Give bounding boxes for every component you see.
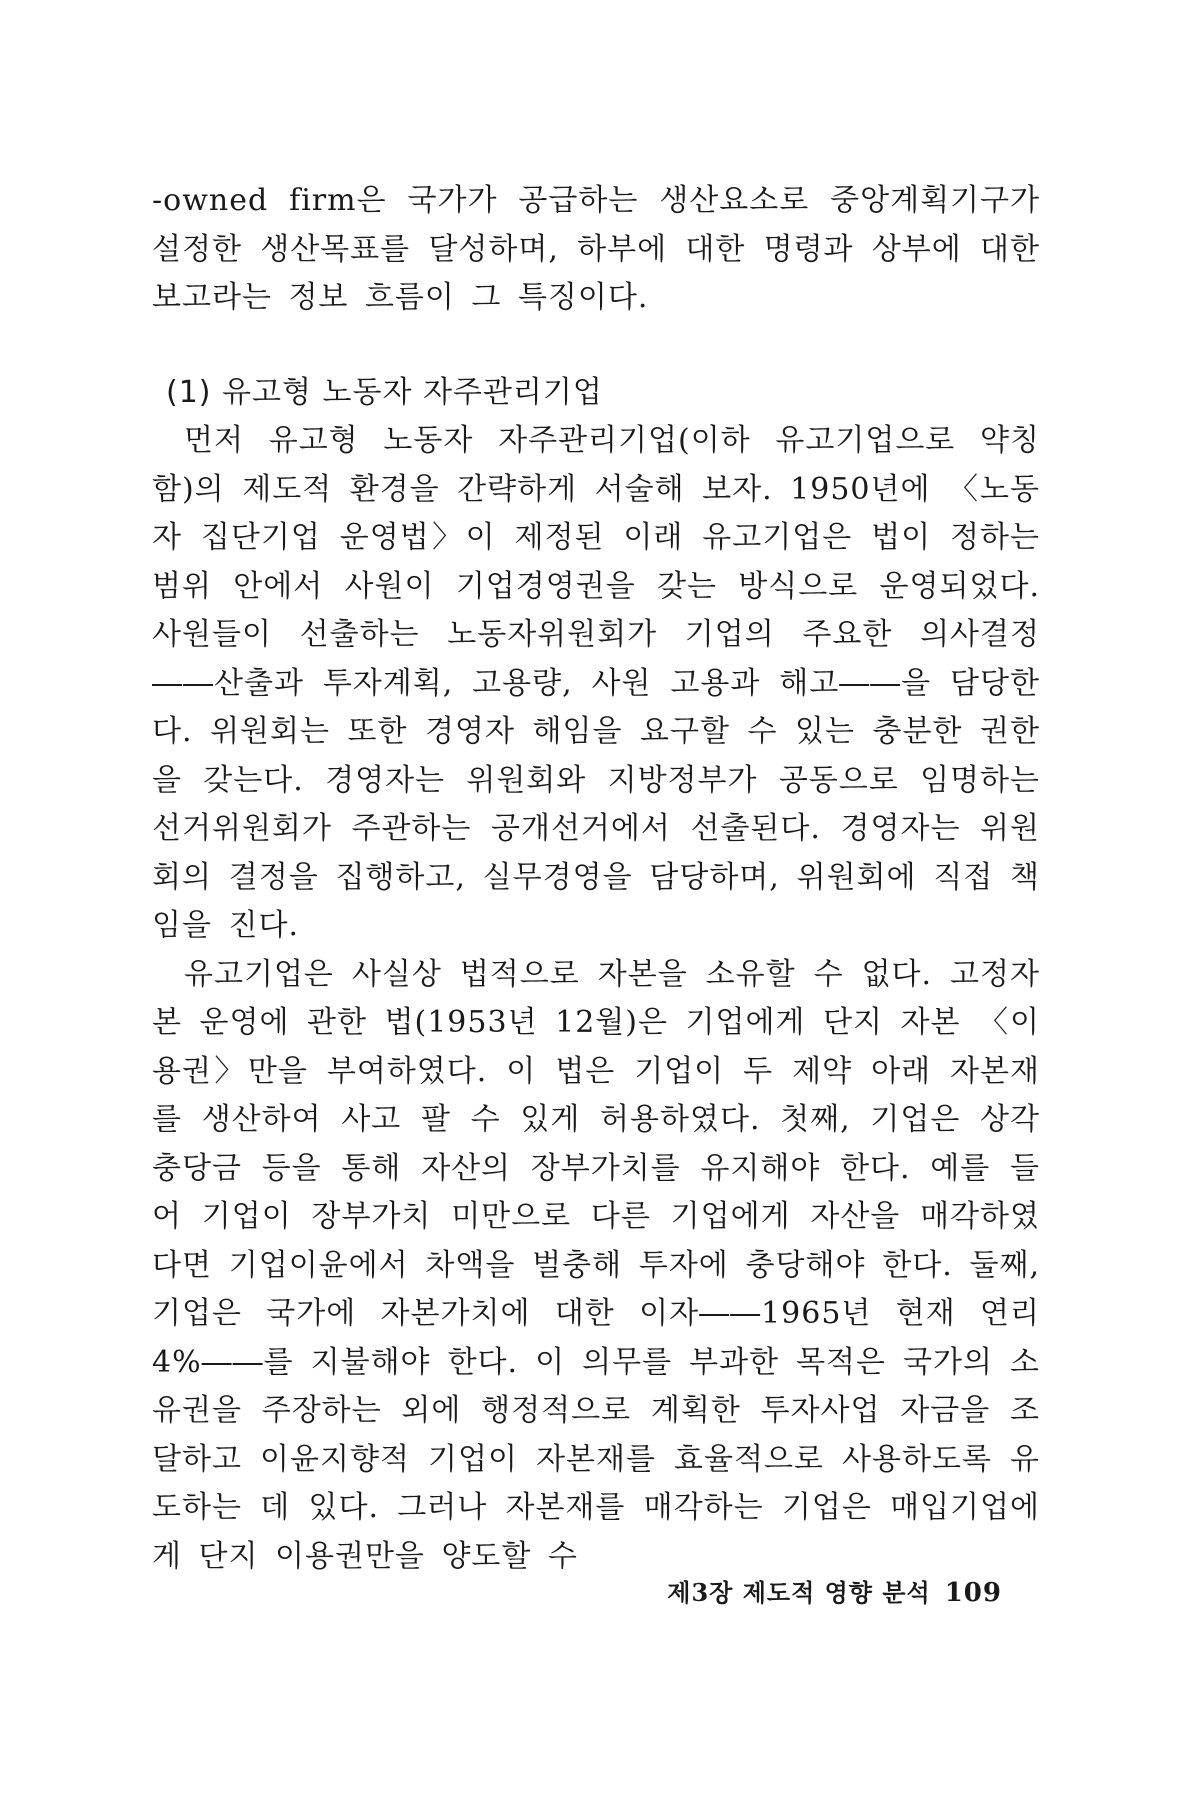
running-title: 제3장 제도적 영향 분석: [667, 1578, 931, 1607]
body-paragraph-2: 유고기업은 사실상 법적으로 자본을 소유할 수 없다. 고정자본 운영에 관한 법(1953년 12월)은 기업에게 단지 자본 〈이용권〉만을 부여하였다. 이 법은 기업이 두 제약 아래 자본재를 생산하여 사고 팔 수 있게 허용하였다. 첫째, 기업은 상각충당금 등을 통해 자산의 장부가치를 유지해야 한다. 예를 들어 기업이 장부가치 미만으로 다른 기업에게 자산을 매각하였다면 기업이윤에서 차액을 벌충해 투자에 충당해야 한다. 둘째, 기업은 국가에 자본가치에 대한 이자――1965년 현재 연리 4%――를 지불해야 한다. 이 의무를 부과한 목적은 국가의 소유권을 주장하는 외에 행정적으로 계획한 투자사업 자금을 조달하고 이윤지향적 기업이 자본재를 효율적으로 사용하도록 유도하는 데 있다. 그러나 자본재를 매각하는 기업은 매입기업에게 단지 이용권만을 양도할 수: [152, 956, 1040, 1574]
section-heading: (1) 유고형 노동자 자주관리기업: [166, 375, 603, 410]
continuation-text-block: [152, 177, 1040, 323]
body-text-block: [152, 417, 1040, 1581]
page-footer: [667, 1573, 1002, 1608]
page-number: 109: [944, 1578, 1002, 1608]
body-paragraph-1: 먼저 유고형 노동자 자주관리기업(이하 유고기업으로 약칭함)의 제도적 환경을 간략하게 서술해 보자. 1950년에 〈노동자 집단기업 운영법〉이 제정된 이래 유고기업은 법이 정하는 범위 안에서 사원이 기업경영권을 갖는 방식으로 운영되었다. 사원들이 선출하는 노동자위원회가 기업의 주요한 의사결정 ――산출과 투자계획, 고용량, 사원 고용과 해고――을 담당한다. 위원회는 또한 경영자 해임을 요구할 수 있는 충분한 권한을 갖는다. 경영자는 위원회와 지방정부가 공동으로 임명하는 선거위원회가 주관하는 공개선거에서 선출된다. 경영자는 위원회의 결정을 집행하고, 실무경영을 담당하며, 위원회에 직접 책임을 진다.: [152, 423, 1040, 943]
continuation-paragraph: -owned firm은 국가가 공급하는 생산요소로 중앙계획기구가 설정한 생산목표를 달성하며, 하부에 대한 명령과 상부에 대한 보고라는 정보 흐름이 그 특징이다.: [152, 183, 1040, 315]
